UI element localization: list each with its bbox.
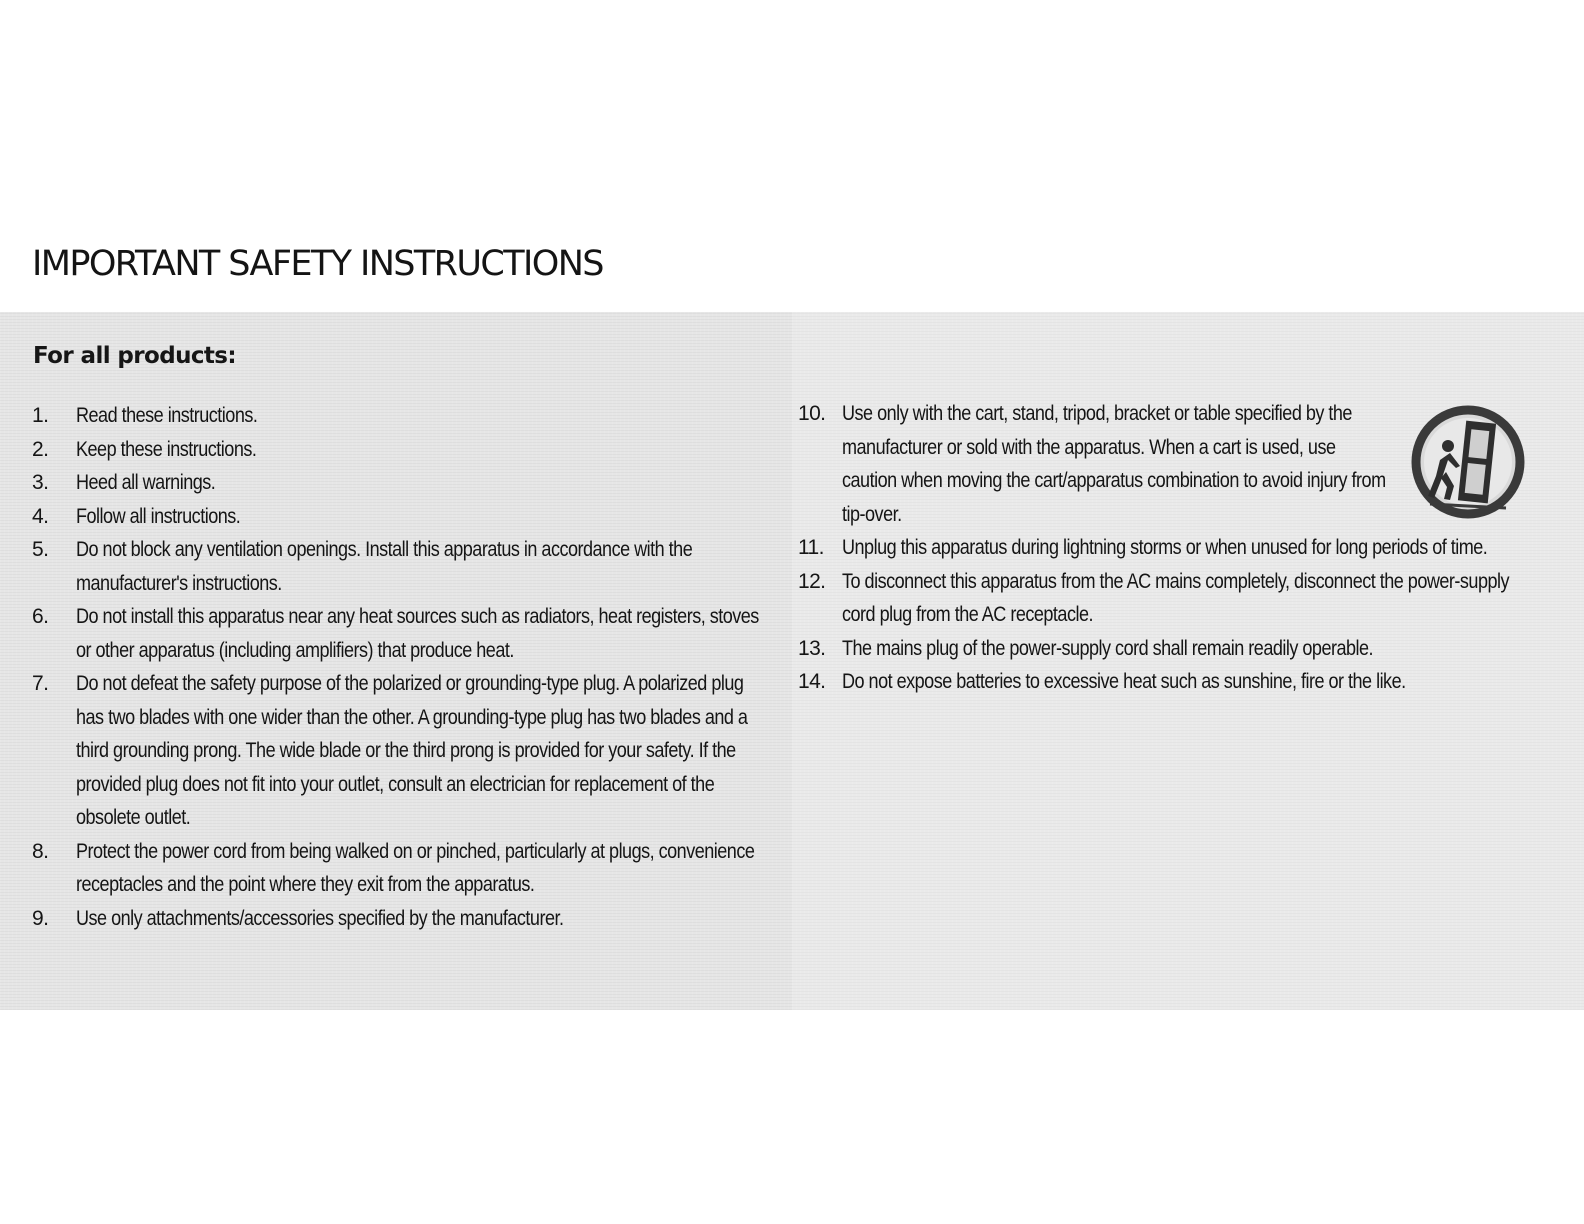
item-number: 2. — [32, 437, 49, 461]
item-text: Use only with the cart, stand, tripod, bracket or table specified by the manufacturer or sold with the apparatus. When a cart is used, use caution when moving the cart/apparatus combination to avoid injury from tip-over. — [842, 402, 1386, 526]
item-text: Follow all instructions. — [76, 504, 241, 528]
instruction-item-2 — [32, 433, 777, 467]
instruction-item-4 — [32, 500, 777, 534]
item-number: 8. — [32, 839, 49, 863]
item-number: 1. — [32, 404, 49, 427]
item-number: 9. — [32, 906, 49, 930]
item-text: Protect the power cord from being walked on or pinched, particularly at plugs, convenience receptacles and the point where they exit from the apparatus. — [76, 839, 755, 896]
item-number: 5. — [32, 538, 49, 561]
instruction-item-11 — [798, 531, 1538, 565]
instruction-item-14 — [798, 665, 1538, 699]
item-text: Do not expose batteries to excessive heat such as sunshine, fire or the like. — [842, 670, 1406, 693]
item-number: 4. — [32, 504, 49, 528]
item-text: Read these instructions. — [76, 404, 258, 427]
item-text: Keep these instructions. — [76, 437, 257, 461]
cart-tip-over-warning-icon — [1410, 404, 1526, 520]
instruction-item-7 — [32, 667, 777, 835]
item-number: 13. — [798, 636, 826, 660]
instruction-item-6 — [32, 600, 777, 667]
instructions-list-left — [32, 399, 777, 935]
item-number: 10. — [798, 402, 826, 425]
instruction-item-12 — [798, 565, 1538, 632]
section-heading: For all products: — [33, 343, 236, 369]
instruction-item-3 — [32, 466, 777, 500]
item-text: Unplug this apparatus during lightning storms or when unused for long periods of time. — [842, 536, 1488, 559]
item-text: Do not install this apparatus near any heat sources such as radiators, heat registers, stoves or other apparatus (including amplifiers) that produce heat. — [76, 605, 759, 662]
item-text: Do not block any ventilation openings. Install this apparatus in accordance with the manufacturer's instructions. — [76, 538, 693, 595]
item-text: Heed all warnings. — [76, 471, 216, 494]
item-text: The mains plug of the power-supply cord shall remain readily operable. — [842, 636, 1374, 660]
item-text: Use only attachments/accessories specified by the manufacturer. — [76, 906, 564, 930]
item-text: Do not defeat the safety purpose of the polarized or grounding-type plug. A polarized plug has two blades with one wider than the other. A grounding-type plug has two blades and a third grounding prong. The wide blade or the third prong is provided for your safety. If the provided plug does not fit into your outlet, consult an electrician for replacement of the obsolete outlet. — [76, 672, 748, 829]
item-number: 7. — [32, 672, 49, 695]
item-number: 6. — [32, 605, 49, 628]
instruction-item-8 — [32, 835, 777, 902]
instruction-item-9 — [32, 902, 777, 936]
page-title: IMPORTANT SAFETY INSTRUCTIONS — [32, 244, 603, 284]
instruction-item-13 — [798, 632, 1538, 666]
item-number: 12. — [798, 569, 826, 593]
item-number: 11. — [798, 536, 824, 559]
instruction-item-5 — [32, 533, 777, 600]
item-number: 3. — [32, 471, 49, 494]
item-number: 14. — [798, 670, 826, 693]
item-text: To disconnect this apparatus from the AC mains completely, disconnect the power-supply cord plug from the AC receptacle. — [842, 569, 1510, 626]
instruction-item-1 — [32, 399, 777, 433]
